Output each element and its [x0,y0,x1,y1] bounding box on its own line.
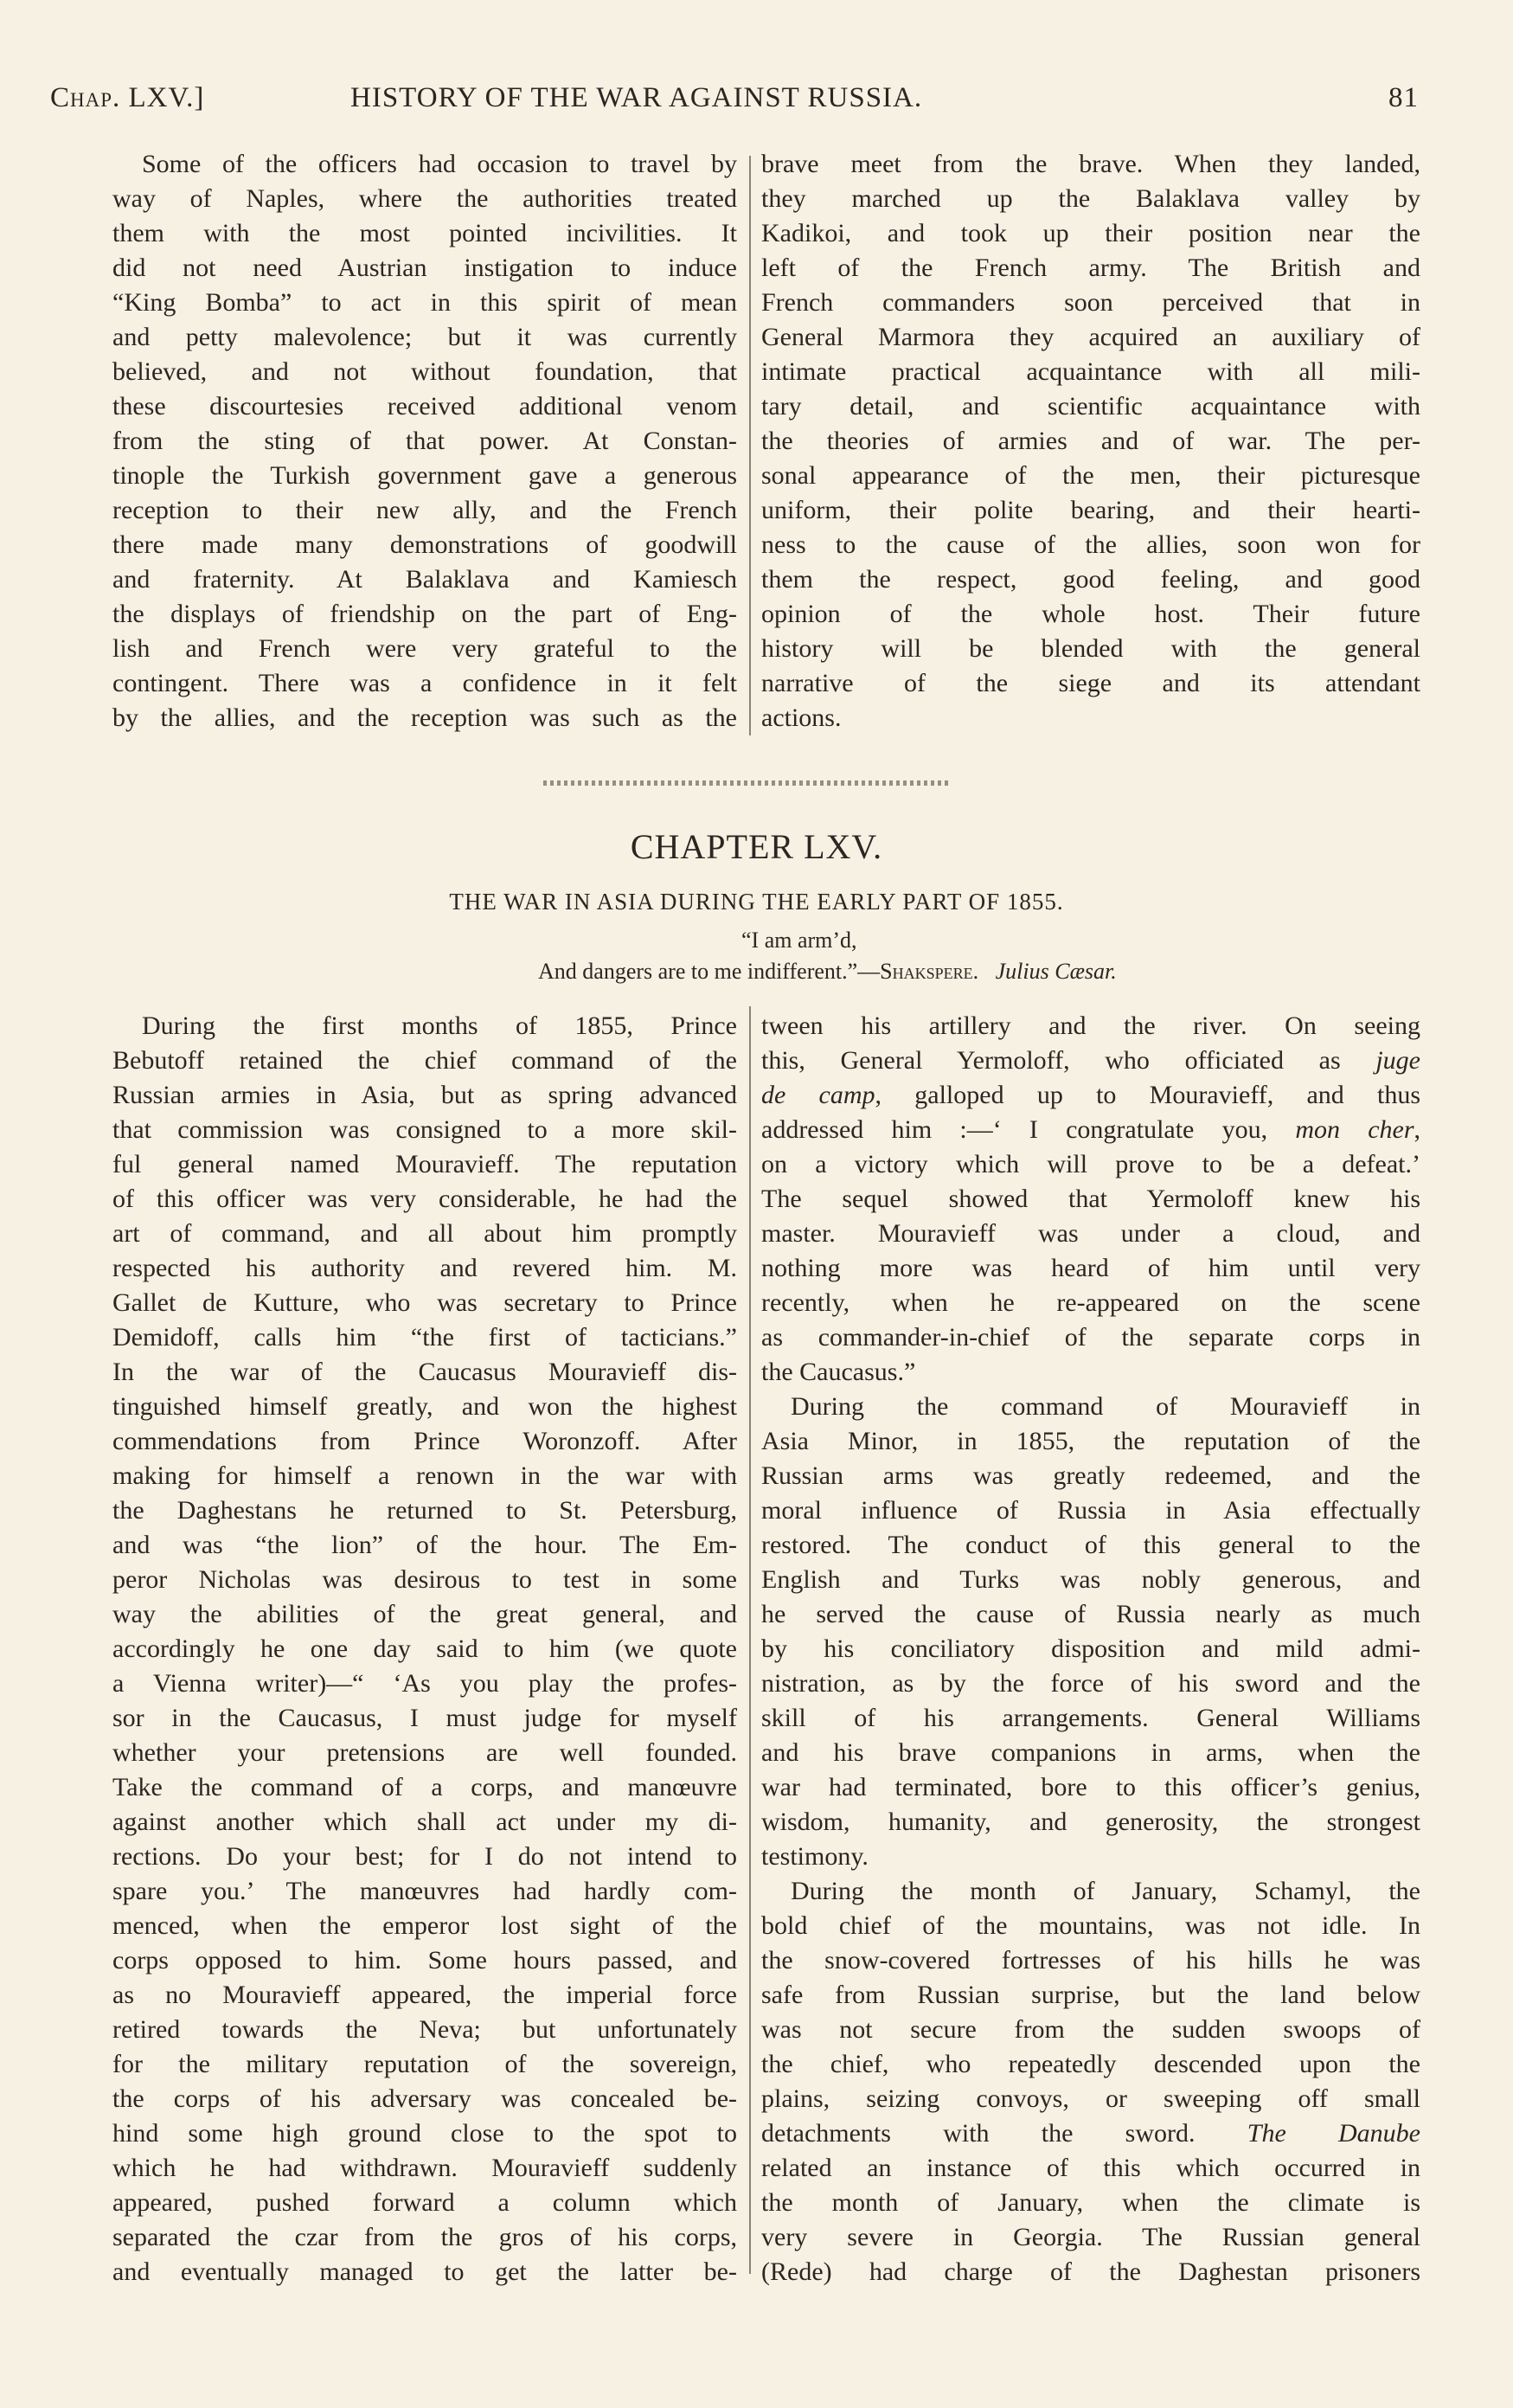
text-line: contingent. There was a confidence in it felt [112,669,737,697]
text-line: During the month of January, Schamyl, the [791,1877,1420,1905]
text-line: actions. [761,703,842,732]
text-line: he served the cause of Russia nearly as much [761,1600,1420,1628]
text-line: hind some high ground close to the spot to [112,2119,737,2148]
text-line: (Rede) had charge of the Daghestan prisoners [761,2257,1420,2286]
column-rule-body [749,1006,751,2274]
text-line: General Marmora they acquired an auxiliary of [761,323,1420,351]
text-line: addressed him :—‘ I congratulate you, mon cher, [761,1115,1420,1144]
text-line: ful general named Mouravieff. The reputation [112,1150,737,1178]
body-left-column [112,1009,737,2289]
text-line: During the first months of 1855, Prince [142,1011,737,1040]
text-line: sonal appearance of the men, their picturesque [761,461,1420,490]
text-line: safe from Russian surprise, but the land below [761,1981,1420,2009]
text-line: Kadikoi, and took up their position near the [761,219,1420,247]
text-line: of this officer was very considerable, he had the [112,1185,737,1213]
text-line: the month of January, when the climate is [761,2188,1420,2217]
text-line: Demidoff, calls him “the first of tacticians.” [112,1323,737,1352]
top-left-column [112,147,737,735]
text-line: peror Nicholas was desirous to test in some [112,1565,737,1594]
epigraph-quote: And dangers are to me indifferent.”— [538,959,881,984]
text-line: they marched up the Balaklava valley by [761,184,1420,213]
text-line: the snow-covered fortresses of his hills he was [761,1946,1420,1975]
text-line: nothing more was heard of him until very [761,1254,1420,1282]
text-line: tinople the Turkish government gave a generous [112,461,737,490]
text-line: believed, and not without foundation, that [112,357,737,386]
text-line: way of Naples, where the authorities treated [112,184,737,213]
epigraph-author: Shakspere. [880,959,979,984]
text-line: related an instance of this which occurred in [761,2154,1420,2182]
text-line: history will be blended with the general [761,634,1420,663]
running-head-title: HISTORY OF THE WAR AGAINST RUSSIA. [350,82,923,113]
text-line: art of command, and all about him promptly [112,1219,737,1248]
text-line: which he had withdrawn. Mouravieff suddenly [112,2154,737,2182]
text-line: brave meet from the brave. When they landed, [761,150,1420,178]
text-line: corps opposed to him. Some hours passed, and [112,1946,737,1975]
text-line: detachments with the sword. The Danube [761,2119,1420,2148]
text-line: Bebutoff retained the chief command of the [112,1046,737,1075]
text-line: bold chief of the mountains, was not idle. In [761,1911,1420,1940]
text-line: plains, seizing convoys, or sweeping off small [761,2084,1420,2113]
text-line: on a victory which will prove to be a defeat.’ [761,1150,1420,1178]
text-line: the chief, who repeatedly descended upon the [761,2050,1420,2078]
text-line: as no Mouravieff appeared, the imperial force [112,1981,737,2009]
text-line: restored. The conduct of this general to the [761,1531,1420,1559]
text-line: Asia Minor, in 1855, the reputation of the [761,1427,1420,1455]
text-line: separated the czar from the gros of his corps, [112,2223,737,2251]
text-line: The sequel showed that Yermoloff knew his [761,1185,1420,1213]
text-line: lish and French were very grateful to the [112,634,737,663]
text-line: tinguished himself greatly, and won the highest [112,1392,737,1421]
text-line: them with the most pointed incivilities. It [112,219,737,247]
text-line: Russian armies in Asia, but as spring advanced [112,1081,737,1109]
text-line: there made many demonstrations of goodwill [112,530,737,559]
text-line: menced, when the emperor lost sight of the [112,1911,737,1940]
chapter-heading: CHAPTER LXV. [630,827,883,866]
body-right-column [761,1009,1420,2289]
text-line: opinion of the whole host. Their future [761,600,1420,628]
text-line: and fraternity. At Balaklava and Kamiesch [112,565,737,594]
text-line: During the command of Mouravieff in [791,1392,1420,1421]
text-line: these discourtesies received additional venom [112,392,737,421]
text-line: the Daghestans he returned to St. Petersburg, [112,1496,737,1525]
text-line: that commission was consigned to a more skil- [112,1115,737,1144]
text-line: the displays of friendship on the part of Eng- [112,600,737,628]
text-line: from the sting of that power. At Constan- [112,427,737,455]
text-line: by his conciliatory disposition and mild admi- [761,1634,1420,1663]
text-line: Gallet de Kutture, who was secretary to Prince [112,1288,737,1317]
text-line: was not secure from the sudden swoops of [761,2015,1420,2044]
ornamental-divider [543,780,952,786]
text-line: and his brave companions in arms, when the [761,1738,1420,1767]
text-line: commendations from Prince Woronzoff. After [112,1427,737,1455]
text-line: them the respect, good feeling, and good [761,565,1420,594]
text-line: English and Turks was nobly generous, and [761,1565,1420,1594]
text-line: rections. Do your best; for I do not intend to [112,1842,737,1871]
text-line: whether your pretensions are well founded. [112,1738,737,1767]
text-line: tween his artillery and the river. On seeing [761,1011,1420,1040]
text-line: sor in the Caucasus, I must judge for myself [112,1704,737,1732]
text-line: recently, when he re-appeared on the scene [761,1288,1420,1317]
text-line: way the abilities of the great general, and [112,1600,737,1628]
text-line: war had terminated, bore to this officer’s genius, [761,1773,1420,1801]
text-line: very severe in Georgia. The Russian general [761,2223,1420,2251]
text-line: reception to their new ally, and the French [112,496,737,524]
text-line: retired towards the Neva; but unfortunately [112,2015,737,2044]
text-line: as commander-in-chief of the separate corps in [761,1323,1420,1352]
top-right-column [761,147,1420,735]
text-line: making for himself a renown in the war with [112,1461,737,1490]
text-line: wisdom, humanity, and generosity, the strongest [761,1808,1420,1836]
text-line: In the war of the Caucasus Mouravieff dis- [112,1358,737,1386]
text-line: testimony. [761,1842,869,1871]
text-line: the theories of armies and of war. The per- [761,427,1420,455]
chapter-subtitle: THE WAR IN ASIA DURING THE EARLY PART OF 1855. [449,889,1064,915]
epigraph-work: Julius Cæsar. [995,959,1117,984]
text-line: master. Mouravieff was under a cloud, and [761,1219,1420,1248]
text-line: de camp, galloped up to Mouravieff, and thus [761,1081,1421,1109]
text-line: intimate practical acquaintance with all mili- [761,357,1420,386]
text-line: left of the French army. The British and [761,254,1420,282]
text-line: the corps of his adversary was concealed be- [112,2084,737,2113]
text-line: for the military reputation of the sovereign, [112,2050,737,2078]
text-line: a Vienna writer)—“ ‘As you play the profes- [112,1669,737,1698]
column-rule-top [749,156,751,735]
text-line: Take the command of a corps, and manœuvre [112,1773,737,1801]
text-line: tary detail, and scientific acquaintance with [761,392,1420,421]
text-line: uniform, their polite bearing, and their hearti- [761,496,1420,524]
text-line: French commanders soon perceived that in [761,288,1420,317]
text-line: and was “the lion” of the hour. The Em- [112,1531,737,1559]
text-line: accordingly he one day said to him (we quote [112,1634,737,1663]
text-line: spare you.’ The manœuvres had hardly com- [112,1877,737,1905]
text-line: this, General Yermoloff, who officiated as juge [761,1046,1420,1075]
text-line: respected his authority and revered him. M. [112,1254,737,1282]
text-line: “King Bomba” to act in this spirit of mean [112,288,737,317]
epigraph-line-2 [538,959,1117,985]
text-line: and eventually managed to get the latter be- [112,2257,737,2286]
text-line: the Caucasus.” [761,1358,916,1386]
page-number: 81 [1388,82,1419,113]
text-line: ness to the cause of the allies, soon won for [761,530,1420,559]
text-line: narrative of the siege and its attendant [761,669,1420,697]
text-line: skill of his arrangements. General Williams [761,1704,1420,1732]
text-line: Some of the officers had occasion to travel by [142,150,737,178]
text-line: Russian arms was greatly redeemed, and the [761,1461,1420,1490]
epigraph-line-1: “I am arm’d, [741,928,857,953]
running-head-chapter: Chap. LXV.] [50,82,205,113]
text-line: and petty malevolence; but it was currently [112,323,737,351]
text-line: appeared, pushed forward a column which [112,2188,737,2217]
text-line: nistration, as by the force of his sword and the [761,1669,1420,1698]
text-line: by the allies, and the reception was such as the [112,703,737,732]
text-line: against another which shall act under my di- [112,1808,737,1836]
text-line: did not need Austrian instigation to induce [112,254,737,282]
text-line: moral influence of Russia in Asia effectually [761,1496,1420,1525]
